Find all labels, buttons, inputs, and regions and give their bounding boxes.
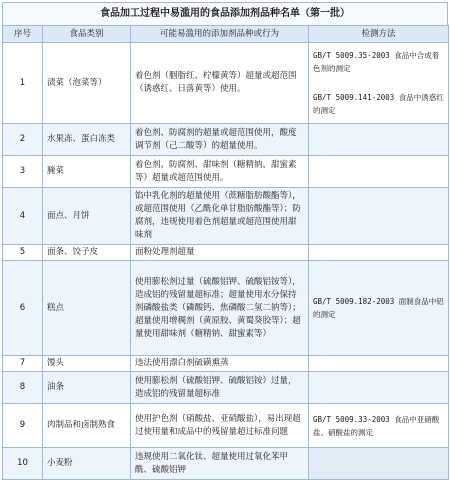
row-additive: 着色剂、防腐剂的超量或超范围使用，酸度调节剂（己二酸等）的超量使用。 bbox=[131, 124, 309, 156]
table-row bbox=[3, 245, 449, 261]
row-method bbox=[309, 245, 449, 261]
table-row bbox=[3, 156, 449, 188]
row-category: 糕点 bbox=[43, 261, 131, 356]
row-no: 9 bbox=[3, 404, 43, 448]
table-row bbox=[3, 124, 449, 156]
table-row bbox=[3, 188, 449, 245]
header-category: 食品类别 bbox=[43, 26, 131, 43]
method-line: GB/T 5009.141-2003 食品中诱惑红的测定 bbox=[313, 93, 444, 115]
row-additive: 着色剂（胭脂红、柠檬黄等）超量或超范围（诱惑红、日落黄等）使用。 bbox=[131, 43, 309, 124]
row-additive: 使用膨松剂（硫酸铝钾、硫酸铝铵）过量，造成铝的残留量超标准 bbox=[131, 372, 309, 404]
row-no: 5 bbox=[3, 245, 43, 261]
row-category: 渍菜（泡菜等） bbox=[43, 43, 131, 124]
row-category: 小麦粉 bbox=[43, 448, 131, 480]
row-method bbox=[309, 43, 449, 124]
row-category: 面点、月饼 bbox=[43, 188, 131, 245]
table-row bbox=[3, 261, 449, 356]
row-no: 7 bbox=[3, 356, 43, 372]
row-additive: 馅中乳化剂的超量使用（蔗糖脂肪酸酯等），或超范围使用（乙酰化单甘脂肪酸酯等）；防腐剂，违规使用着色剂超量或超范围使用甜味剂 bbox=[131, 188, 309, 245]
header-additive: 可能易滥用的添加剂品种或行为 bbox=[131, 26, 309, 43]
row-additive: 使用护色剂（硝酸盐、亚硝酸盐），易出现超过使用量和成品中的残留量超过标准问题 bbox=[131, 404, 309, 448]
row-additive: 面粉处理剂超量 bbox=[131, 245, 309, 261]
row-no: 10 bbox=[3, 448, 43, 480]
row-no: 2 bbox=[3, 124, 43, 156]
row-category: 水果冻、蛋白冻类 bbox=[43, 124, 131, 156]
row-method: GB/T 5009.33-2003 食品中亚硝酸盐、硝酸盐的测定 bbox=[309, 404, 449, 448]
table-row bbox=[3, 43, 449, 124]
row-method bbox=[309, 356, 449, 372]
row-no: 4 bbox=[3, 188, 43, 245]
table-row bbox=[3, 372, 449, 404]
header-no: 序号 bbox=[3, 26, 43, 43]
row-no: 8 bbox=[3, 372, 43, 404]
method-line: GB/T 5009.35-2003 食品中合成着色剂的测定 bbox=[313, 51, 440, 73]
row-category: 油条 bbox=[43, 372, 131, 404]
row-no: 3 bbox=[3, 156, 43, 188]
row-additive: 着色剂、防腐剂、甜味剂（糖精钠、甜蜜素等）超量或超范围使用。 bbox=[131, 156, 309, 188]
row-category: 肉制品和卤制熟食 bbox=[43, 404, 131, 448]
row-additive: 违法使用漂白剂硫磺熏蒸 bbox=[131, 356, 309, 372]
table-row bbox=[3, 404, 449, 448]
table-header-row bbox=[3, 26, 449, 43]
row-additive: 违规使用二氧化钛、超量使用过氧化苯甲酰、硫酸铝钾 bbox=[131, 448, 309, 480]
additive-table bbox=[2, 25, 449, 480]
table-row bbox=[3, 356, 449, 372]
row-method bbox=[309, 372, 449, 404]
additive-list-document bbox=[2, 2, 448, 480]
row-category: 腌菜 bbox=[43, 156, 131, 188]
row-category: 馒头 bbox=[43, 356, 131, 372]
row-additive: 使用膨松剂过量（硫酸铝钾、硫酸铝铵等），造成铝的残留量超标准；超量使用水分保持剂磷酸盐类（磷酸钙、焦磷酸二氢二钠等）；超量使用增稠剂（黄原胶、黄蜀葵胶等）；超量使用甜味剂（糖精钠、甜蜜素等） bbox=[131, 261, 309, 356]
row-method: GB/T 5009.182-2003 面制食品中铝的测定 bbox=[309, 261, 449, 356]
document-title: 食品加工过程中易滥用的食品添加剂品种名单（第一批） bbox=[2, 2, 448, 25]
row-method bbox=[309, 156, 449, 188]
header-method: 检测方法 bbox=[309, 26, 449, 43]
row-method bbox=[309, 124, 449, 156]
table-row bbox=[3, 448, 449, 480]
row-method bbox=[309, 188, 449, 245]
row-category: 面条、饺子皮 bbox=[43, 245, 131, 261]
row-method bbox=[309, 448, 449, 480]
row-no: 6 bbox=[3, 261, 43, 356]
row-no: 1 bbox=[3, 43, 43, 124]
